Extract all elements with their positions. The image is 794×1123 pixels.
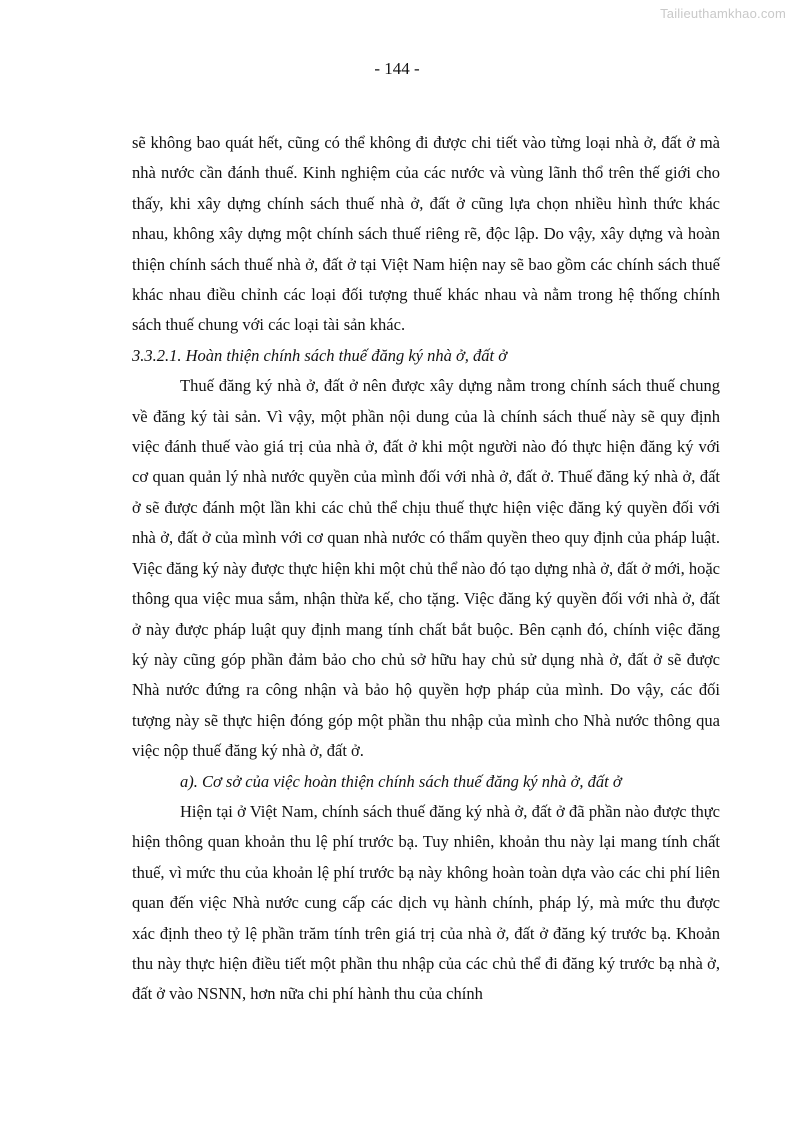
paragraph: Hiện tại ở Việt Nam, chính sách thuế đăng ký nhà ở, đất ở đã phần nào được thực hiện thông quan khoản thu lệ phí trước bạ. Tuy nhiên, khoản thu này lại mang tính chất thuế, vì mức thu của khoản lệ phí trước bạ này không hoàn toàn dựa vào các chi phí liên quan đến việc Nhà nước cung cấp các dịch vụ hành chính, pháp lý, mà mức thu được xác định theo tỷ lệ phần trăm tính trên giá trị của nhà ở, đất ở đăng ký trước bạ. Khoản thu này thực hiện điều tiết một phần thu nhập của các chủ thể đi đăng ký trước bạ nhà ở, đất ở vào NSNN, hơn nữa chi phí hành thu của chính (132, 801, 720, 1004)
section-heading: 3.3.2.1. Hoàn thiện chính sách thuế đăng ký nhà ở, đất ở (132, 345, 508, 365)
document-body (132, 128, 720, 1010)
watermark: Tailieuthamkhao.com (660, 6, 786, 21)
paragraph: sẽ không bao quát hết, cũng có thể không đi được chi tiết vào từng loại nhà ở, đất ở mà nhà nước cần đánh thuế. Kinh nghiệm của các nước và vùng lãnh thổ trên thế giới cho thấy, khi xây dựng chính sách thuế nhà ở, đất ở cũng lựa chọn nhiều hình thức khác nhau, không xây dựng một chính sách thuế riêng rẽ, độc lập. Do vậy, xây dựng và hoàn thiện chính sách thuế nhà ở, đất ở tại Việt Nam hiện nay sẽ bao gồm các chính sách thuế khác nhau điều chỉnh các loại đối tượng thuế khác nhau và nằm trong hệ thống chính sách thuế chung với các loại tài sản khác. (132, 133, 720, 335)
subsection-heading: a). Cơ sở của việc hoàn thiện chính sách thuế đăng ký nhà ở, đất ở (180, 771, 622, 791)
paragraph: Thuế đăng ký nhà ở, đất ở nên được xây dựng nằm trong chính sách thuế chung về đăng ký tài sản. Vì vậy, một phần nội dung của là chính sách thuế này sẽ quy định việc đánh thuế vào giá trị của nhà ở, đất ở khi một người nào đó thực hiện đăng ký với cơ quan quản lý nhà nước quyền của mình đối với nhà ở, đất ở. Thuế đăng ký nhà ở, đất ở sẽ được đánh một lần khi các chủ thể chịu thuế thực hiện việc đăng ký quyền đối với nhà ở, đất ở của mình với cơ quan nhà nước có thẩm quyền theo quy định của pháp luật. Việc đăng ký này được thực hiện khi một chủ thể nào đó tạo dựng nhà ở, đất ở mới, hoặc thông qua việc mua sắm, nhận thừa kế, cho tặng. Việc đăng ký quyền đối với nhà ở, đất ở này được pháp luật quy định mang tính chất bắt buộc. Bên cạnh đó, chính việc đăng ký này cũng góp phần đảm bảo cho chủ sở hữu hay chủ sử dụng nhà ở, đất ở sẽ được Nhà nước đứng ra công nhận và bảo hộ quyền hợp pháp của mình. Do vậy, các đối tượng này sẽ thực hiện đóng góp một phần thu nhập của mình cho Nhà nước thông qua việc nộp thuế đăng ký nhà ở, đất ở. (132, 376, 720, 761)
page-number: - 144 - (374, 59, 420, 78)
